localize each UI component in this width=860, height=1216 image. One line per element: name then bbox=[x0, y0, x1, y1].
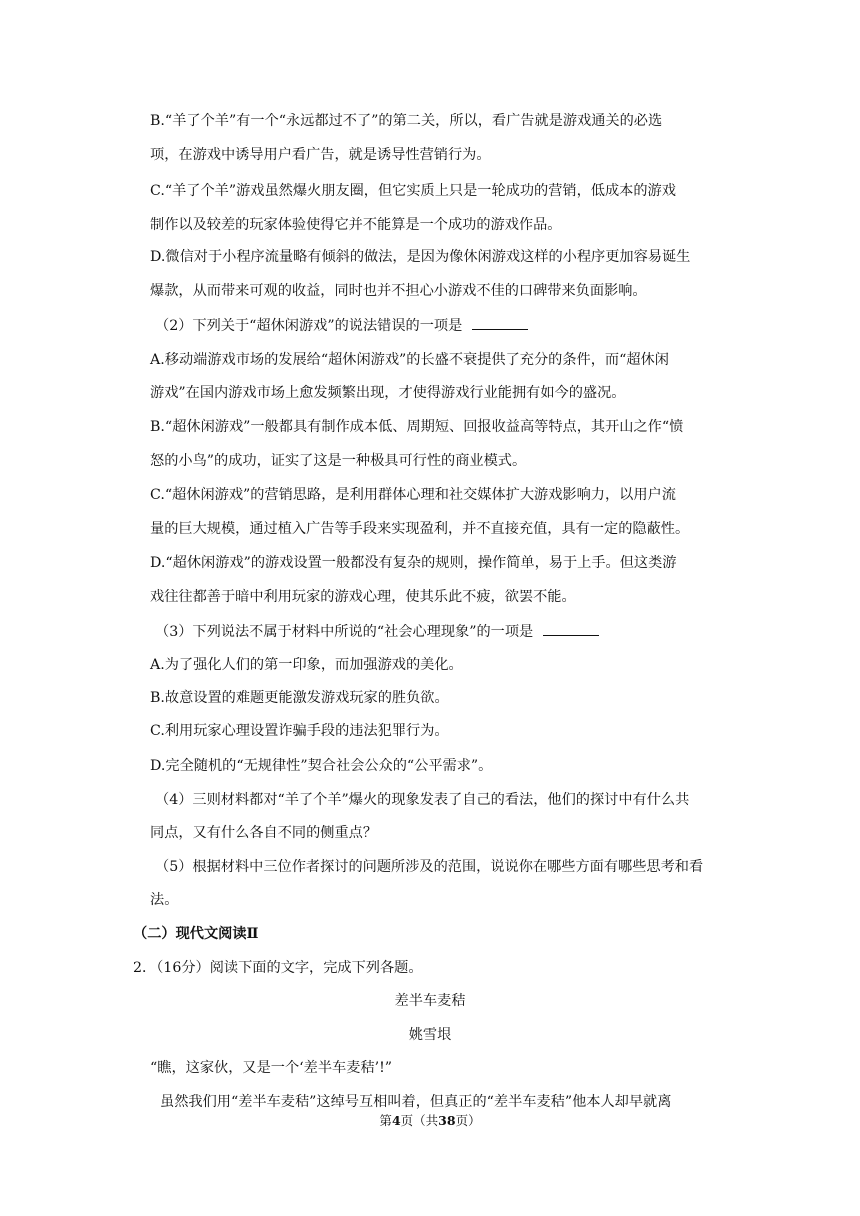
footer-suffix: 页） bbox=[455, 1113, 481, 1128]
q3-option-c: C.利用玩家心理设置诈骗手段的违法犯罪行为。 bbox=[150, 723, 449, 739]
option-b-line-1: B.“羊了个羊”有一个“永远都过不了”的第二关，所以，看广告就是游戏通关的必选 bbox=[150, 113, 663, 129]
question-2-heading: 2．（16分）阅读下面的文字，完成下列各题。 bbox=[133, 960, 423, 976]
option-c-line-2: 制作以及较差的玩家体验使得它并不能算是一个成功的游戏作品。 bbox=[150, 217, 562, 233]
q2-option-a-line-1: A.移动端游戏市场的发展给“超休闲游戏”的长盛不衰提供了充分的条件，而“超休闲 bbox=[150, 352, 669, 368]
option-c-line-1: C.“羊了个羊”游戏虽然爆火朋友圈，但它实质上只是一轮成功的营销，低成本的游戏 bbox=[150, 183, 676, 199]
option-b-line-2: 项，在游戏中诱导用户看广告，就是诱导性营销行为。 bbox=[150, 147, 491, 163]
option-d-line-1: D.微信对于小程序流量略有倾斜的做法，是因为像休闲游戏这样的小程序更加容易诞生 bbox=[150, 249, 691, 265]
story-paragraph-1: “瞧，这家伙，又是一个‘差半车麦秸’!” bbox=[150, 1060, 393, 1076]
question-3-text: （3）下列说法不属于材料中所说的“社会心理现象”的一项是 bbox=[155, 624, 534, 640]
question-2-line bbox=[155, 315, 528, 336]
q3-option-d: D.完全随机的“无规律性”契合社会公众的“公平需求”。 bbox=[150, 758, 493, 774]
question-5-line-1: （5）根据材料中三位作者探讨的问题所涉及的范围，说说你在哪些方面有哪些思考和看 bbox=[155, 859, 704, 875]
q2-option-d-line-1: D.“超休闲游戏”的游戏设置一般都没有复杂的规则，操作简单，易于上手。但这类游 bbox=[150, 555, 677, 571]
footer-middle: 页（共 bbox=[400, 1113, 439, 1128]
story-paragraph-2: 虽然我们用“差半车麦秸”这绰号互相叫着，但真正的“差半车麦秸”他本人却早就离 bbox=[160, 1094, 672, 1110]
page-number: 4 bbox=[391, 1113, 401, 1128]
answer-blank bbox=[472, 315, 528, 330]
q3-option-a: A.为了强化人们的第一印象，而加强游戏的美化。 bbox=[150, 657, 463, 673]
q2-option-c-line-1: C.“超休闲游戏”的营销思路，是利用群体心理和社交媒体扩大游戏影响力，以用户流 bbox=[150, 487, 676, 503]
option-d-line-2: 爆款，从而带来可观的收益，同时也并不担心小游戏不佳的口碑带来负面影响。 bbox=[150, 283, 647, 299]
answer-blank bbox=[543, 621, 599, 636]
section-heading: （二）现代文阅读Ⅱ bbox=[133, 926, 259, 942]
page-footer bbox=[0, 1113, 860, 1129]
q2-option-b-line-2: 怒的小鸟”的成功，证实了这是一种极具可行性的商业模式。 bbox=[150, 453, 527, 469]
q2-option-b-line-1: B.“超休闲游戏”一般都具有制作成本低、周期短、回报收益高等特点，其开山之作“愤 bbox=[150, 419, 684, 435]
q2-option-d-line-2: 戏往往都善于暗中利用玩家的游戏心理，使其乐此不疲，欲罢不能。 bbox=[150, 589, 576, 605]
story-title: 差半车麦秸 bbox=[394, 993, 466, 1009]
question-3-line bbox=[155, 621, 599, 642]
question-5-line-2: 法。 bbox=[150, 892, 179, 908]
total-pages: 38 bbox=[438, 1113, 456, 1128]
footer-prefix: 第 bbox=[379, 1113, 392, 1128]
q2-option-c-line-2: 量的巨大规模，通过植入广告等手段来实现盈利，并不直接充值，具有一定的隐蔽性。 bbox=[150, 521, 690, 537]
q3-option-b: B.故意设置的难题更能激发游戏玩家的胜负欲。 bbox=[150, 690, 449, 706]
q2-option-a-line-2: 游戏”在国内游戏市场上愈发频繁出现，才使得游戏行业能拥有如今的盛况。 bbox=[150, 385, 626, 401]
question-4-line-1: （4）三则材料都对“羊了个羊”爆火的现象发表了自己的看法，他们的探讨中有什么共 bbox=[155, 792, 690, 808]
question-4-line-2: 同点，又有什么各自不同的侧重点？ bbox=[150, 825, 378, 841]
story-author: 姚雪垠 bbox=[408, 1027, 452, 1043]
question-2-text: （2）下列关于“超休闲游戏”的说法错误的一项是 bbox=[155, 318, 463, 334]
